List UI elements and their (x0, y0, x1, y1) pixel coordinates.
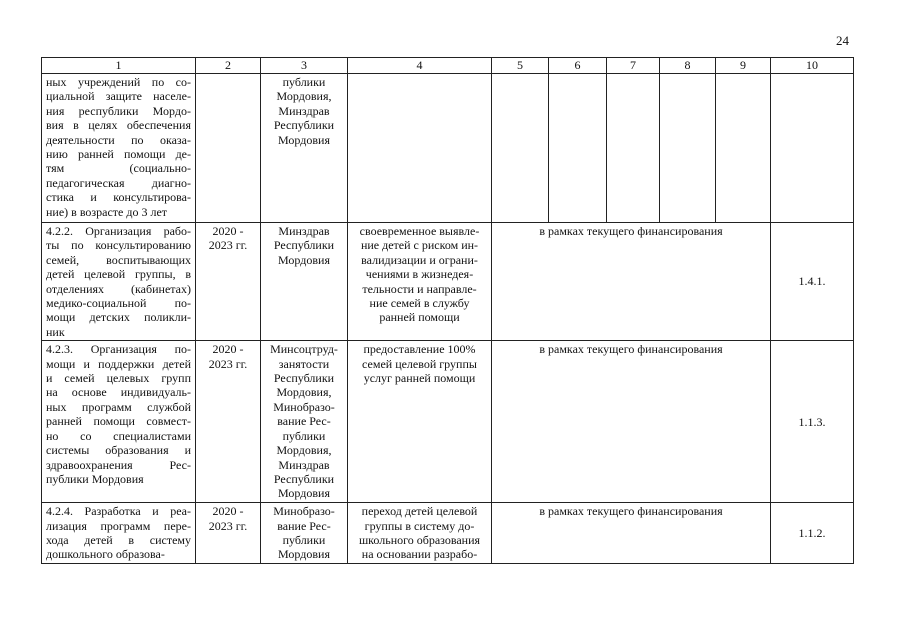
funding-cell: в рамках текущего финансирования (492, 341, 771, 503)
measure-text-line: на основе индивидуаль- (46, 385, 191, 400)
column-number: 1 (42, 58, 196, 74)
measure-text-line: отделениях (кабинетах) (46, 281, 191, 296)
measure-text-line: 4.2.3. Организация по- (46, 342, 191, 357)
measure-text-line: ты по консультированию (46, 238, 191, 253)
measure-text-line: ных программ службой (46, 399, 191, 414)
measure-text-line: и семей целевых групп (46, 371, 191, 386)
funding-cell (492, 74, 549, 223)
period-cell: 2020 - 2023 гг. (196, 503, 261, 564)
result-cell: предоставление 100% семей целевой группы услуг ранней помощи (348, 341, 492, 503)
period-cell: 2020 - 2023 гг. (196, 223, 261, 341)
column-number: 5 (492, 58, 549, 74)
period-cell: 2020 - 2023 гг. (196, 341, 261, 503)
measure-cell (42, 341, 196, 503)
measure-text-line: 4.2.4. Разработка и реа- (46, 504, 191, 519)
measure-text-line: мощи детских поликли- (46, 310, 191, 325)
measure-text-line: детей целевой группы, в (46, 267, 191, 282)
measure-text-line: здравоохранения Рес- (46, 457, 191, 472)
column-number: 6 (549, 58, 607, 74)
measure-text-line: циальной защите населе- (46, 89, 191, 104)
funding-cell: в рамках текущего финансирования (492, 223, 771, 341)
measure-text-line: хода детей в систему (46, 533, 191, 548)
period-cell (196, 74, 261, 223)
column-number: 10 (771, 58, 854, 74)
indicator-cell: 1.4.1. (771, 223, 854, 341)
measure-text-line: нию ранней помощи де- (46, 147, 191, 162)
column-number: 9 (716, 58, 771, 74)
funding-cell (549, 74, 607, 223)
executor-cell: Минздрав Республики Мордовия (261, 223, 348, 341)
measure-text-line: ранней помощи совмест- (46, 414, 191, 429)
table-row (42, 223, 854, 341)
column-number-row (42, 58, 854, 74)
page-number: 24 (836, 33, 849, 48)
executor-cell: публики Мордовия, Минздрав Республики Мордовия (261, 74, 348, 223)
measure-cell (42, 503, 196, 564)
table-row (42, 74, 854, 223)
funding-cell (716, 74, 771, 223)
measure-text-line: системы образования и (46, 443, 191, 458)
measure-text-line: ния республики Мордо- (46, 103, 191, 118)
funding-cell (607, 74, 660, 223)
column-number: 8 (660, 58, 716, 74)
measure-text-line: вия в целях обеспечения (46, 118, 191, 133)
measure-text-line: медико-социальной по- (46, 296, 191, 311)
measure-text-line: деятельности по оказа- (46, 132, 191, 147)
measure-cell (42, 74, 196, 223)
executor-cell: Минсоцтруд- занятости Республики Мордовия, Минобразо- вание Рес- публики Мордовия, Минздрав Республики Мордовия (261, 341, 348, 503)
measure-text-line: ных учреждений по со- (46, 75, 191, 89)
measure-cell (42, 223, 196, 341)
measure-text-line: стика и консультирова- (46, 190, 191, 205)
table-row (42, 341, 854, 503)
measure-text-line: публики Мордовия (46, 471, 144, 486)
measure-text-line: но со специалистами (46, 428, 191, 443)
indicator-cell (771, 74, 854, 223)
result-cell (348, 74, 492, 223)
measure-text-line: ние) в возрасте до 3 лет (46, 204, 168, 219)
indicator-cell: 1.1.2. (771, 503, 854, 564)
measure-text-line: 4.2.2. Организация рабо- (46, 224, 191, 238)
funding-cell: в рамках текущего финансирования (492, 503, 771, 564)
column-number: 2 (196, 58, 261, 74)
measure-text-line: дошкольного образова- (46, 547, 165, 562)
action-plan-table (41, 57, 854, 564)
measure-text-line: семей, воспитывающих (46, 252, 191, 267)
column-number: 4 (348, 58, 492, 74)
result-cell: переход детей целевой группы в систему до- школьного образования на основании разрабо- (348, 503, 492, 564)
measure-text-line: лизация программ пере- (46, 518, 191, 533)
measure-text-line: мощи и поддержки детей (46, 356, 191, 371)
measure-text-line: педагогическая диагно- (46, 175, 191, 190)
result-cell: своевременное выявле- ние детей с риском ин- валидизации и ограни- чениями в жизнедея- тельности и направле- ние семей в службу ранней помощи (348, 223, 492, 341)
measure-text-line: ник (46, 324, 65, 339)
executor-cell: Минобразо- вание Рес- публики Мордовия (261, 503, 348, 564)
measure-text-line: тям (социально- (46, 161, 191, 176)
table-row (42, 503, 854, 564)
column-number: 7 (607, 58, 660, 74)
indicator-cell: 1.1.3. (771, 341, 854, 503)
column-number: 3 (261, 58, 348, 74)
funding-cell (660, 74, 716, 223)
